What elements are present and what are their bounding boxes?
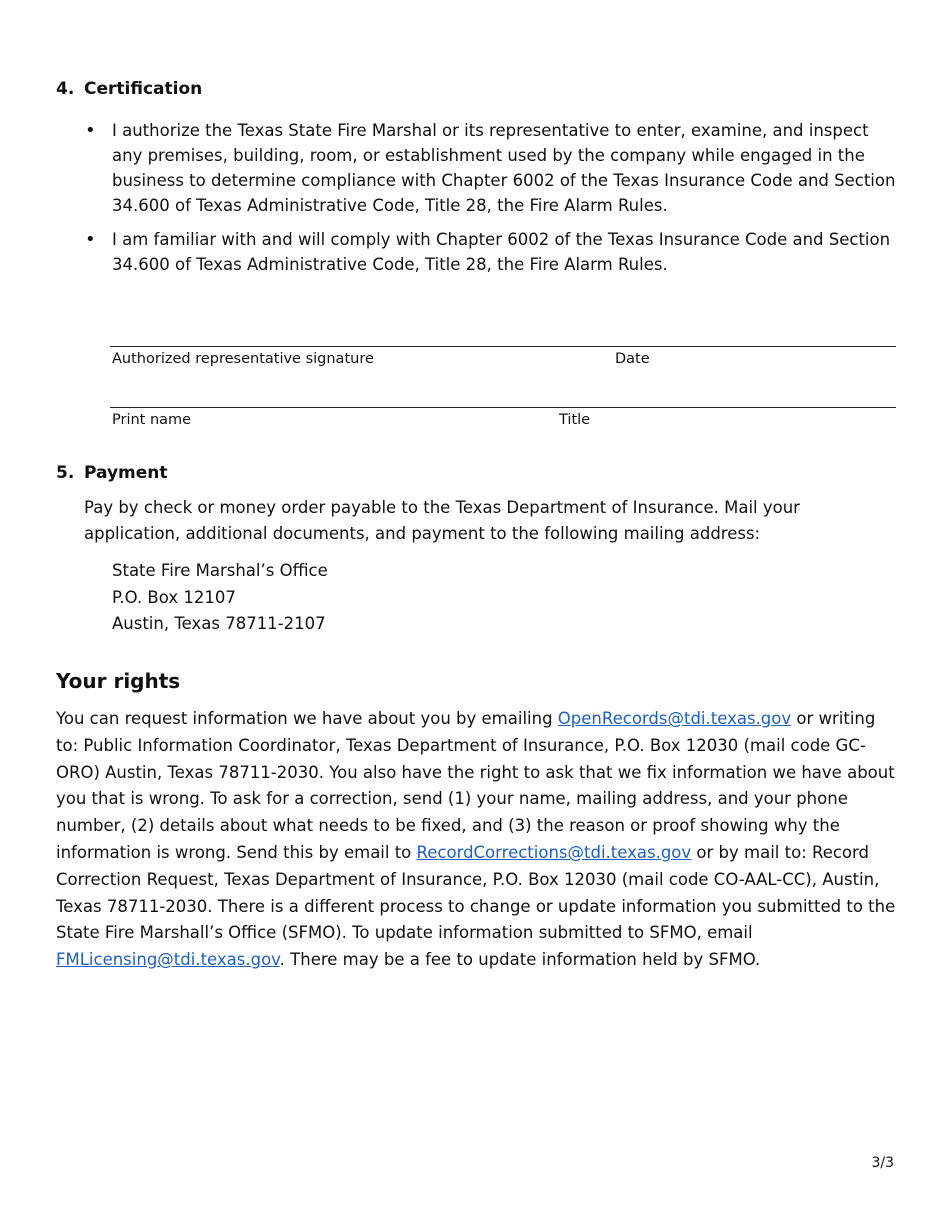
rights-text-part: or writing to: Public Information Coordinator, Texas Department of Insurance, P.O. Box 12030 (mail code GC-ORO) Austin, Texas 78711-2030. You also have the right to ask that we fix information we have about you that is wrong. To ask for a correction, send (1) your name, mailing address, and your phone number, (2) details about what needs to be fixed, and (3) the reason or proof showing why the information is wrong. Send this by email to: [56, 709, 895, 862]
certification-statement-1: I authorize the Texas State Fire Marshal or its representative to enter, examine, and inspect any premises, building, room, or establishment used by the company while engaged in the business to determine compliance with Chapter 6002 of the Texas Insurance Code and Section 34.600 of Texas Administrative Code, Title 28, the Fire Alarm Rules.: [112, 121, 896, 215]
address-line: P.O. Box 12107: [112, 587, 236, 607]
payment-heading: [56, 463, 168, 483]
address-line: Austin, Texas 78711-2107: [112, 614, 326, 633]
certification-title: Certification: [84, 79, 203, 99]
rights-text-part: You can request information we have about you by emailing: [56, 709, 558, 728]
title-label: Title: [559, 412, 591, 428]
print-name-line[interactable]: [110, 407, 896, 408]
payment-number: 5.: [56, 463, 75, 483]
date-label: Date: [615, 351, 650, 367]
mailing-address: [112, 558, 328, 638]
bullet-icon: •: [85, 120, 96, 141]
payment-text: Pay by check or money order payable to the Texas Department of Insurance. Mail your application, additional documents, and payment to the following mailing address:: [84, 498, 800, 543]
rights-text-part: . There may be a fee to update information held by SFMO.: [279, 950, 761, 970]
payment-title: Payment: [84, 463, 168, 483]
open-records-email-link[interactable]: OpenRecords@tdi.texas.gov: [557, 709, 792, 728]
signature-label: Authorized representative signature: [112, 351, 374, 367]
address-line: State Fire Marshal’s Office: [112, 561, 328, 580]
list-item: [56, 227, 896, 277]
bullet-icon: •: [85, 229, 96, 250]
signature-line[interactable]: [110, 346, 896, 347]
record-corrections-email-link[interactable]: RecordCorrections@tdi.texas.gov: [416, 842, 692, 862]
certification-statement-2: I am familiar with and will comply with Chapter 6002 of the Texas Insurance Code and Section 34.600 of Texas Administrative Code, Title 28, the Fire Alarm Rules.: [112, 230, 891, 274]
list-item: [56, 118, 896, 218]
certification-list: [56, 118, 896, 286]
rights-heading: Your rights: [56, 669, 181, 693]
print-name-label: Print name: [112, 412, 192, 428]
certification-number: 4.: [56, 79, 75, 99]
rights-text-part: or by mail to: Record Correction Request, Texas Department of Insurance, P.O. Box 12030 (mail code CO-AAL-CC), Austin, Texas 78711-2030. There is a different process to change or update information you submitted to the State Fire Marshall’s Office (SFMO). To update information submitted to SFMO, email: [56, 842, 896, 943]
rights-text: [56, 706, 898, 974]
fm-licensing-email-link[interactable]: FMLicensing@tdi.texas.gov: [56, 950, 280, 970]
page-number: 3/3: [871, 1155, 894, 1171]
certification-heading: [56, 79, 202, 99]
